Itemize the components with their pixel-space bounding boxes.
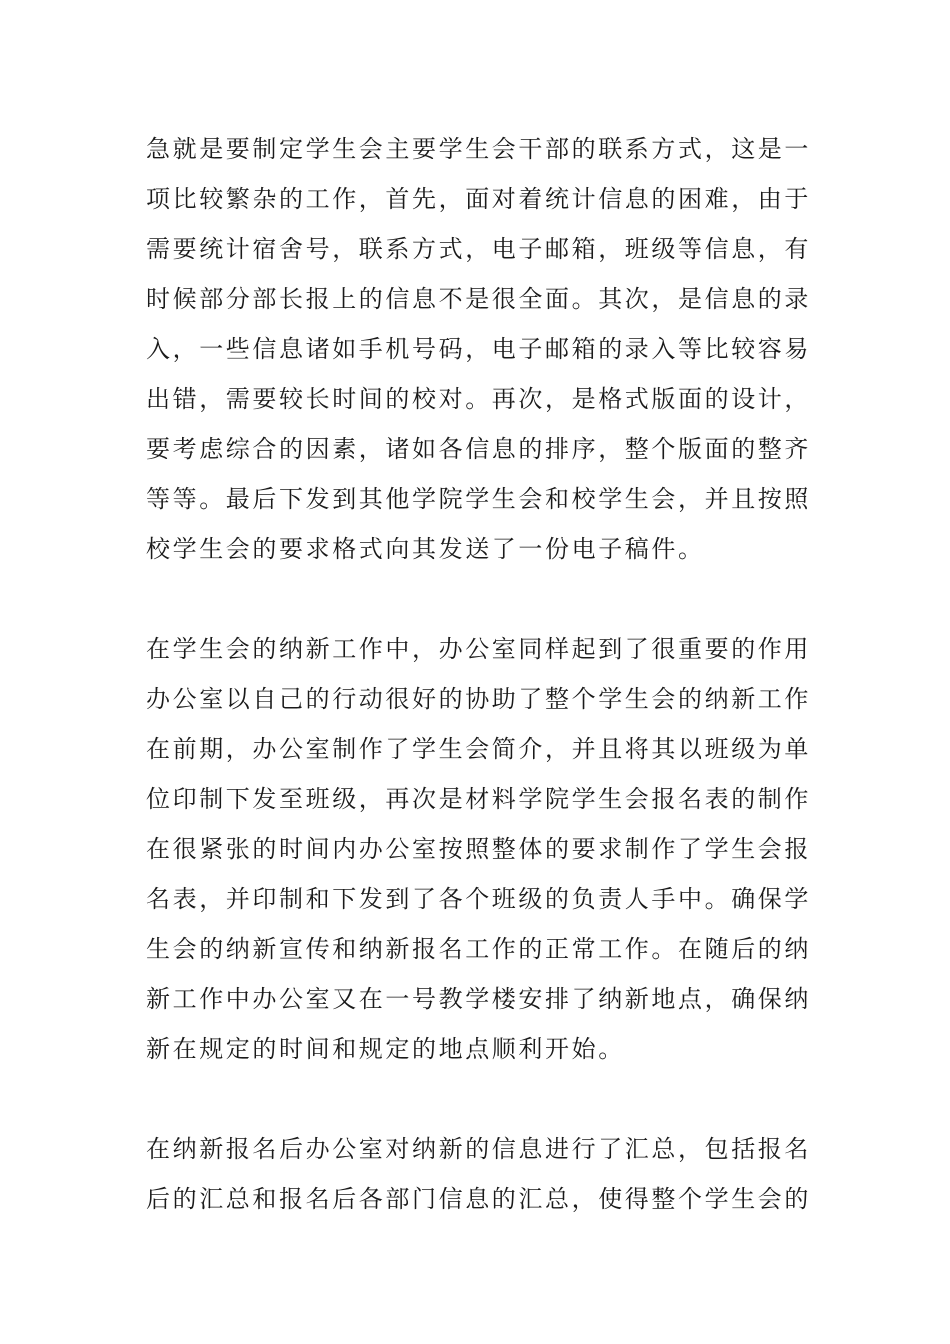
text-line: 在很紧张的时间内办公室按照整体的要求制作了学生会报: [146, 835, 811, 863]
text-line: 位印制下发至班级，再次是材料学院学生会报名表的制作: [146, 785, 811, 813]
paragraph-info-summary: [146, 1124, 816, 1224]
text-line: 要考虑综合的因素，诸如各信息的排序，整个版面的整齐: [146, 435, 811, 463]
text-line: 校学生会的要求格式向其发送了一份电子稿件。: [146, 535, 705, 563]
text-line: 时候部分部长报上的信息不是很全面。其次，是信息的录: [146, 285, 811, 313]
paragraph-recruitment-work: [146, 624, 816, 1074]
paragraph-contact-info: [146, 124, 816, 574]
text-line: 等等。最后下发到其他学院学生会和校学生会，并且按照: [146, 485, 811, 513]
text-line: 新在规定的时间和规定的地点顺利开始。: [146, 1035, 625, 1063]
text-line: 新工作中办公室又在一号教学楼安排了纳新地点，确保纳: [146, 985, 811, 1013]
text-line: 在前期，办公室制作了学生会简介，并且将其以班级为单: [146, 735, 811, 763]
text-line: 名表，并印制和下发到了各个班级的负责人手中。确保学: [146, 885, 811, 913]
text-line: 在纳新报名后办公室对纳新的信息进行了汇总，包括报名: [146, 1135, 811, 1163]
text-line: 出错，需要较长时间的校对。再次，是格式版面的设计，: [146, 385, 811, 413]
text-line: 需要统计宿舍号，联系方式，电子邮箱，班级等信息，有: [146, 235, 811, 263]
text-line: 办公室以自己的行动很好的协助了整个学生会的纳新工作: [146, 685, 811, 713]
text-line: 入，一些信息诸如手机号码，电子邮箱的录入等比较容易: [146, 335, 811, 363]
text-line: 急就是要制定学生会主要学生会干部的联系方式，这是一: [146, 135, 811, 163]
text-line: 在学生会的纳新工作中，办公室同样起到了很重要的作用: [146, 635, 811, 663]
text-line: 后的汇总和报名后各部门信息的汇总，使得整个学生会的: [146, 1185, 811, 1213]
text-line: 生会的纳新宣传和纳新报名工作的正常工作。在随后的纳: [146, 935, 811, 963]
text-line: 项比较繁杂的工作，首先，面对着统计信息的困难，由于: [146, 185, 811, 213]
